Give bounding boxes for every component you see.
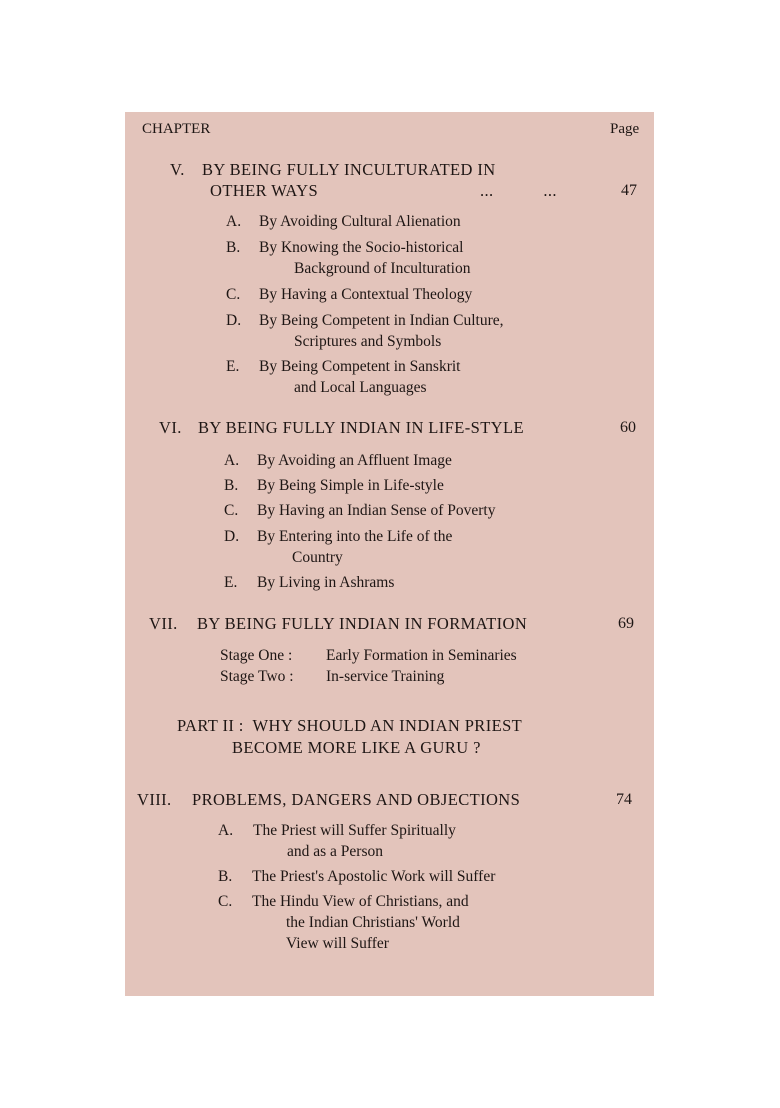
chapter-column-label: CHAPTER <box>142 121 211 137</box>
section-letter: A. <box>224 452 240 469</box>
section-text: By Entering into the Life of the <box>257 528 453 545</box>
section-text: By Avoiding Cultural Alienation <box>259 213 461 230</box>
chapter-number: VIII. <box>137 790 172 809</box>
part-heading-line: BECOME MORE LIKE A GURU ? <box>232 738 481 757</box>
chapter-page-number: 74 <box>616 791 632 808</box>
section-letter: E. <box>224 574 238 591</box>
part-heading-line: PART II : WHY SHOULD AN INDIAN PRIEST <box>177 716 523 735</box>
section-letter: C. <box>218 893 233 910</box>
stage-label: Stage Two : <box>220 668 294 685</box>
page-column-label: Page <box>610 121 640 137</box>
chapter-title-line: BY BEING FULLY INDIAN IN LIFE-STYLE <box>198 418 524 437</box>
stage-text: Early Formation in Seminaries <box>326 647 517 664</box>
section-text: Country <box>292 549 343 566</box>
chapter-title-line: OTHER WAYS <box>210 181 319 200</box>
section-text: Background of Inculturation <box>294 260 471 277</box>
section-text: The Hindu View of Christians, and <box>252 893 469 910</box>
chapter-page-number: 69 <box>618 615 634 632</box>
section-letter: D. <box>226 312 242 329</box>
section-letter: C. <box>224 502 239 519</box>
section-text: By Knowing the Socio-historical <box>259 239 464 256</box>
chapter-title-line: PROBLEMS, DANGERS AND OBJECTIONS <box>192 790 521 809</box>
chapter-number: VI. <box>159 418 182 437</box>
toc-page <box>125 112 654 996</box>
section-text: and Local Languages <box>294 379 427 396</box>
section-text: and as a Person <box>287 843 383 860</box>
dot-leaders: ... ... <box>480 181 557 200</box>
section-letter: B. <box>224 477 239 494</box>
section-letter: C. <box>226 286 241 303</box>
section-text: Scriptures and Symbols <box>294 333 442 350</box>
chapter-page-number: 47 <box>621 182 637 199</box>
chapter-number: VII. <box>149 614 178 633</box>
stage-text: In-service Training <box>326 668 445 685</box>
section-letter: B. <box>218 868 233 885</box>
chapter-title-line: BY BEING FULLY INCULTURATED IN <box>202 160 496 179</box>
section-text: The Priest's Apostolic Work will Suffer <box>252 868 496 885</box>
section-text: By Avoiding an Affluent Image <box>257 452 452 469</box>
section-letter: B. <box>226 239 241 256</box>
section-text: The Priest will Suffer Spiritually <box>253 822 456 839</box>
section-letter: A. <box>226 213 242 230</box>
section-text: By Being Simple in Life-style <box>257 477 444 494</box>
section-text: By Living in Ashrams <box>257 574 395 591</box>
section-text: By Being Competent in Indian Culture, <box>259 312 504 329</box>
section-text: View will Suffer <box>286 935 389 952</box>
section-letter: A. <box>218 822 234 839</box>
chapter-page-number: 60 <box>620 419 636 436</box>
section-text: By Having an Indian Sense of Poverty <box>257 502 496 519</box>
section-text: By Being Competent in Sanskrit <box>259 358 461 375</box>
chapter-number: V. <box>170 160 185 179</box>
section-letter: E. <box>226 358 240 375</box>
section-text: By Having a Contextual Theology <box>259 286 473 303</box>
section-letter: D. <box>224 528 240 545</box>
stage-label: Stage One : <box>220 647 293 664</box>
chapter-title-line: BY BEING FULLY INDIAN IN FORMATION <box>197 614 528 633</box>
section-text: the Indian Christians' World <box>286 914 460 931</box>
